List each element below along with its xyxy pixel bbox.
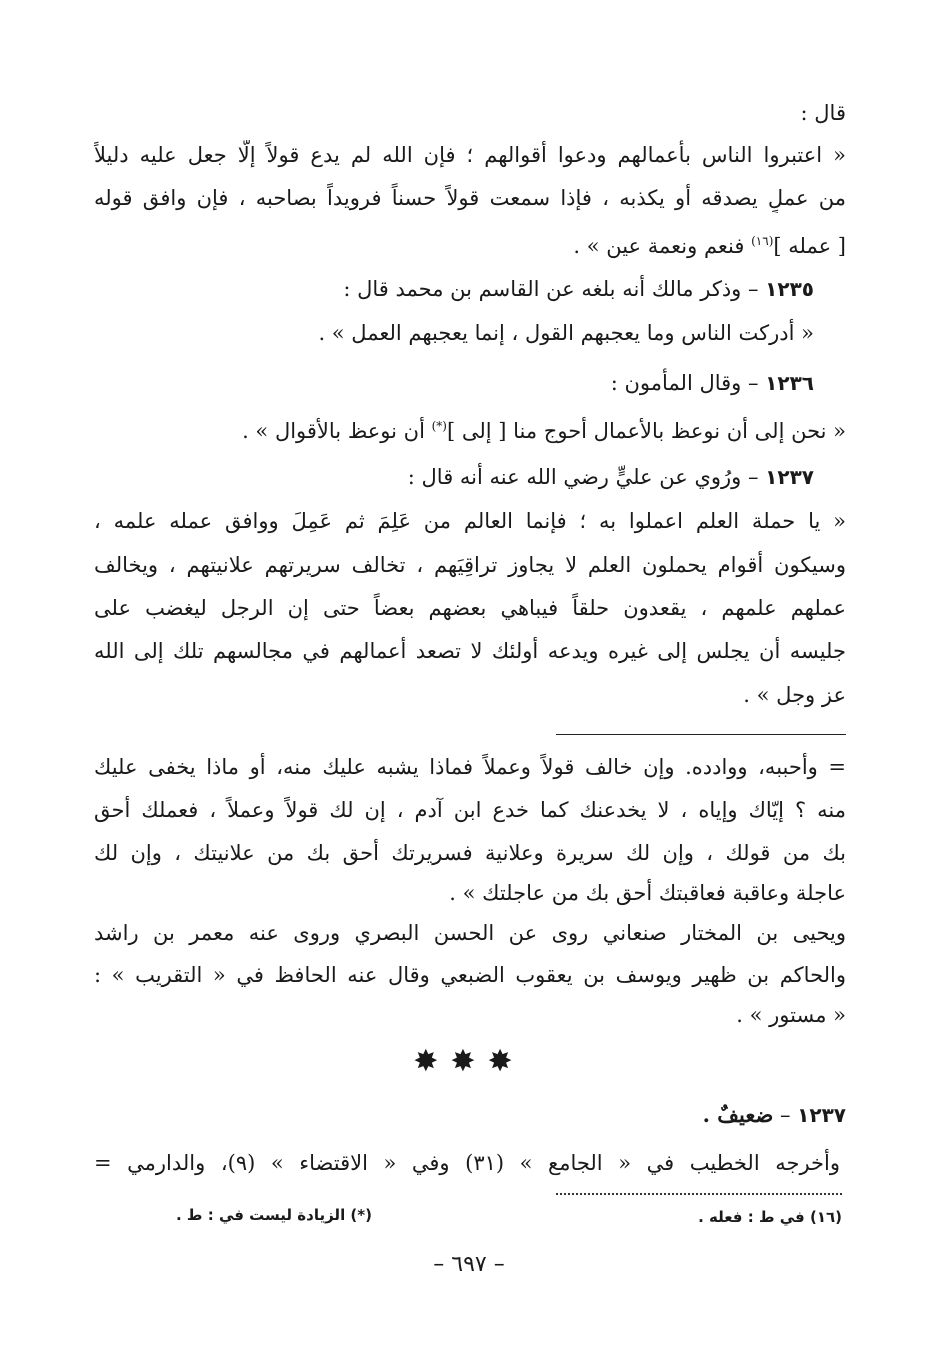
quote-part-a: « نحن إلى أن نوعظ بالأعمال أحوج منا [ إلى ] <box>446 419 846 443</box>
takhrij-line: وأخرجه الخطيب في « الجامع » (٣١) وفي « الاقتضاء » (٩)، والدارمي = <box>94 1151 840 1175</box>
entry-dash: – <box>741 465 766 489</box>
entry-dash: – <box>741 277 766 301</box>
quote1-line-2: من عملٍ يصدقه أو يكذبه ، فإذا سمعت قولاً حسناً فرويداً بصاحبه ، فإن وافق قوله <box>94 186 846 210</box>
entry-1235 <box>94 274 814 304</box>
quote1-bracket: [ عمله ] <box>773 234 846 258</box>
footnote-separator <box>556 1193 842 1195</box>
intro-line: قال : <box>800 101 846 125</box>
quote1-end: فنعم ونعمة عين » . <box>573 234 745 258</box>
entry-number: ١٢٣٦ <box>765 371 814 395</box>
entry-1237-line-2: وسيكون أقوام يحملون العلم لا يجاوز تراقِيَهم ، تخالف سريرتهم علانيتهم ، ويخالف <box>94 553 846 577</box>
entry-1235-quote: « أدركت الناس وما يعجبهم القول ، إنما يعجبهم العمل » . <box>318 321 814 345</box>
note-line-6: والحاكم بن ظهير ويوسف بن يعقوب الضبعي وقال عنه الحافظ في « التقريب » : <box>94 963 846 987</box>
page-number: – ٦٩٧ – <box>433 1252 505 1277</box>
note-line-1: = وأحببه، ووادده. وإن خالف قولاً وعملاً فماذا يشبه عليك منه، أو ماذا يخفى عليك <box>94 755 846 779</box>
entry-number: ١٢٣٥ <box>765 277 814 301</box>
entry-text: ورُوي عن عليٍّ رضي الله عنه أنه قال : <box>407 465 742 489</box>
entry-1237-line-3: عملهم علمهم ، يقعدون حلقاً فيباهي بعضهم بعضاً حتى إن الرجل ليغضب على <box>94 596 846 620</box>
footnote-star: (*) الزيادة ليست في : ط . <box>176 1206 372 1224</box>
entry-1237-line-1: « يا حملة العلم اعملوا به ؛ فإنما العالم من عَلِمَ ثم عَمِلَ ووافق عمله علمه ، <box>94 509 846 533</box>
grade-text: ضعيفٌ . <box>702 1102 774 1127</box>
entry-number: ١٢٣٧ <box>765 465 814 489</box>
entry-text: وذكر مالك أنه بلغه عن القاسم بن محمد قال : <box>343 277 742 301</box>
note-line-2: منه ؟ إيّاك وإياه ، لا يخدعنك كما خدع ابن آدم ، إن لك قولاً وعملاً ، فعملك أحق <box>94 798 846 822</box>
note-line-3: بك من قولك ، وإن لك سريرة وعلانية فسريرتك أحق بك من علانيتك ، وإن لك <box>94 841 846 865</box>
note-line-4: عاجلة وعاقبة فعاقبتك أحق بك من عاجلتك » . <box>449 881 846 905</box>
footnote-16: (١٦) في ط : فعله . <box>698 1208 842 1226</box>
entry-1237-line-4: جليسه أن يجلس إلى غيره ويدعه أولئك لا تصعد أعمالهم في مجالسهم تلك إلى الله <box>94 639 846 663</box>
grade-line <box>94 1100 846 1130</box>
entry-1237 <box>94 462 814 492</box>
grade-number: ١٢٣٧ <box>797 1103 846 1127</box>
notes-separator <box>556 734 846 735</box>
note-line-5: ويحيى بن المختار صنعاني روى عن الحسن البصري وروى عنه معمر بن راشد <box>94 921 846 945</box>
note-line-7: « مستور » . <box>736 1003 846 1027</box>
entry-text: وقال المأمون : <box>610 371 742 395</box>
entry-1237-line-5: عز وجل » . <box>743 683 846 707</box>
quote1-line-3 <box>94 226 846 261</box>
entry-dash: – <box>741 371 766 395</box>
quote-part-b: أن نوعظ بالأقوال » . <box>242 419 425 443</box>
entry-1236-quote <box>94 411 846 446</box>
footnote-ref-star: (*) <box>431 419 447 433</box>
footnote-ref-16: (١٦) <box>751 234 774 248</box>
entry-1236 <box>94 368 814 398</box>
section-stars: ✸✸✸ <box>413 1044 525 1079</box>
grade-dash: – <box>773 1103 798 1127</box>
quote1-line-1: « اعتبروا الناس بأعمالهم ودعوا أقوالهم ؛ فإن الله لم يدع قولاً إلّا جعل عليه دليلاً <box>94 143 846 167</box>
